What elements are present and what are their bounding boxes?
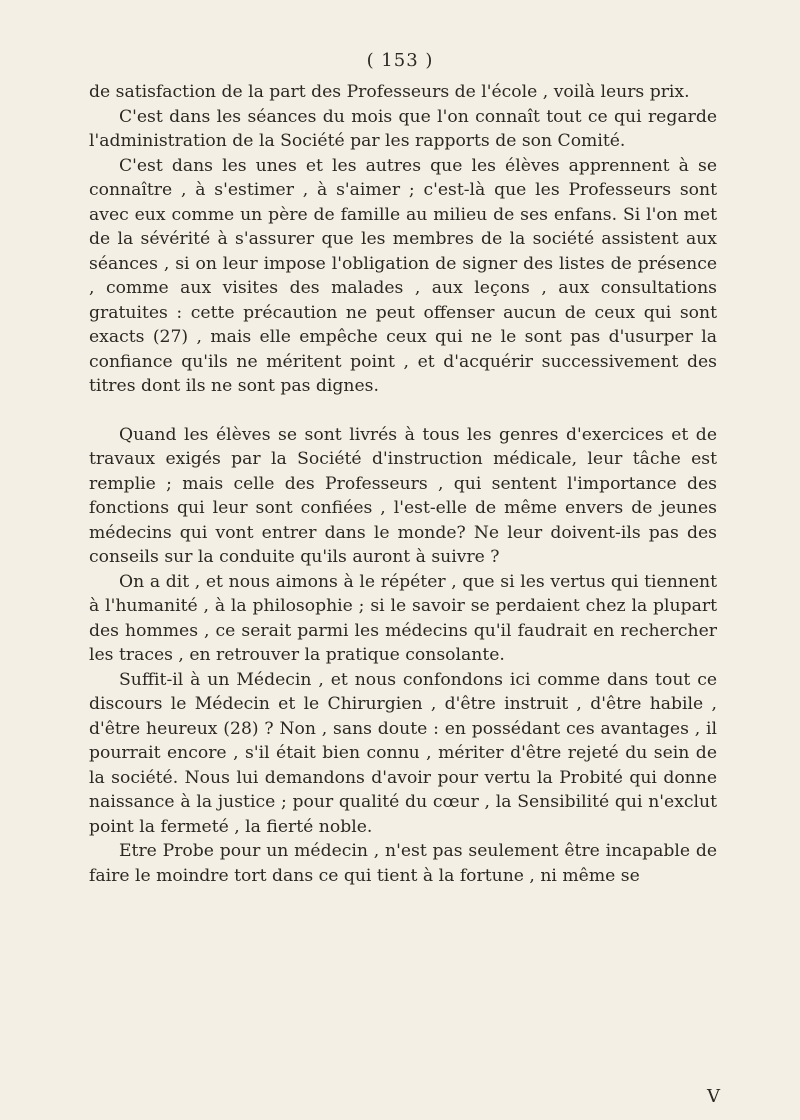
paragraph: de satisfaction de la part des Professeurs de l'école , voilà leurs prix. [89,82,690,102]
paragraph: Etre Probe pour un médecin , n'est pas seulement être incapable de faire le moindre tort dans ce qui tient à la fortune , ni même se [89,841,717,886]
body-text [89,80,717,888]
page-number: ( 153 ) [366,50,434,71]
paragraph: C'est dans les unes et les autres que les élèves apprennent à se connaître , à s'estimer , à s'aimer ; c'est-là que les Professeurs sont avec eux comme un père de famille au milieu de ses enfans. Si l'on met de la sévérité à s'assurer que les membres de la société assistent aux séances , si on leur impose l'obligation de signer des listes de présence , comme aux visites des malades , aux leçons , aux consultations gratuites : cette précaution ne peut offenser aucun de ceux qui sont exacts (27) , mais elle empêche ceux qui ne le sont pas d'usurper la confiance qu'ils ne méritent point , et d'acquérir successivement des titres dont ils ne sont pas dignes. [89,155,717,396]
catchword: V [707,1086,720,1107]
paragraph: C'est dans les séances du mois que l'on connaît tout ce qui regarde l'administration de la Société par les rapports de son Comité. [89,106,717,151]
paragraph: Suffit-il à un Médecin , et nous confondons ici comme dans tout ce discours le Médecin et le Chirurgien , d'être instruit , d'être habile , d'être heureux (28) ? Non , sans doute : en possédant ces avantages , il pourrait encore , s'il était bien connu , mériter d'être rejeté du sein de la société. Nous lui demandons d'avoir pour vertu la Probité qui donne naissance à la justice ; pour qualité du cœur , la Sensibilité qui n'exclut point la fermeté , la fierté noble. [89,669,717,837]
paragraph: Quand les élèves se sont livrés à tous les genres d'exercices et de travaux exigés par la Société d'instruction médicale, leur tâche est remplie ; mais celle des Professeurs , qui sentent l'importance des fonctions qui leur sont confiées , l'est-elle de même envers de jeunes médecins qui vont entrer dans le monde? Ne leur doivent-ils pas des conseils sur la conduite qu'ils auront à suivre ? [89,424,717,567]
paragraph: On a dit , et nous aimons à le répéter , que si les vertus qui tiennent à l'humanité , à la philosophie ; si le savoir se perdaient chez la plupart des hommes , ce serait parmi les médecins qu'il faudrait en rechercher les traces , en retrouver la pratique consolante. [89,571,717,665]
